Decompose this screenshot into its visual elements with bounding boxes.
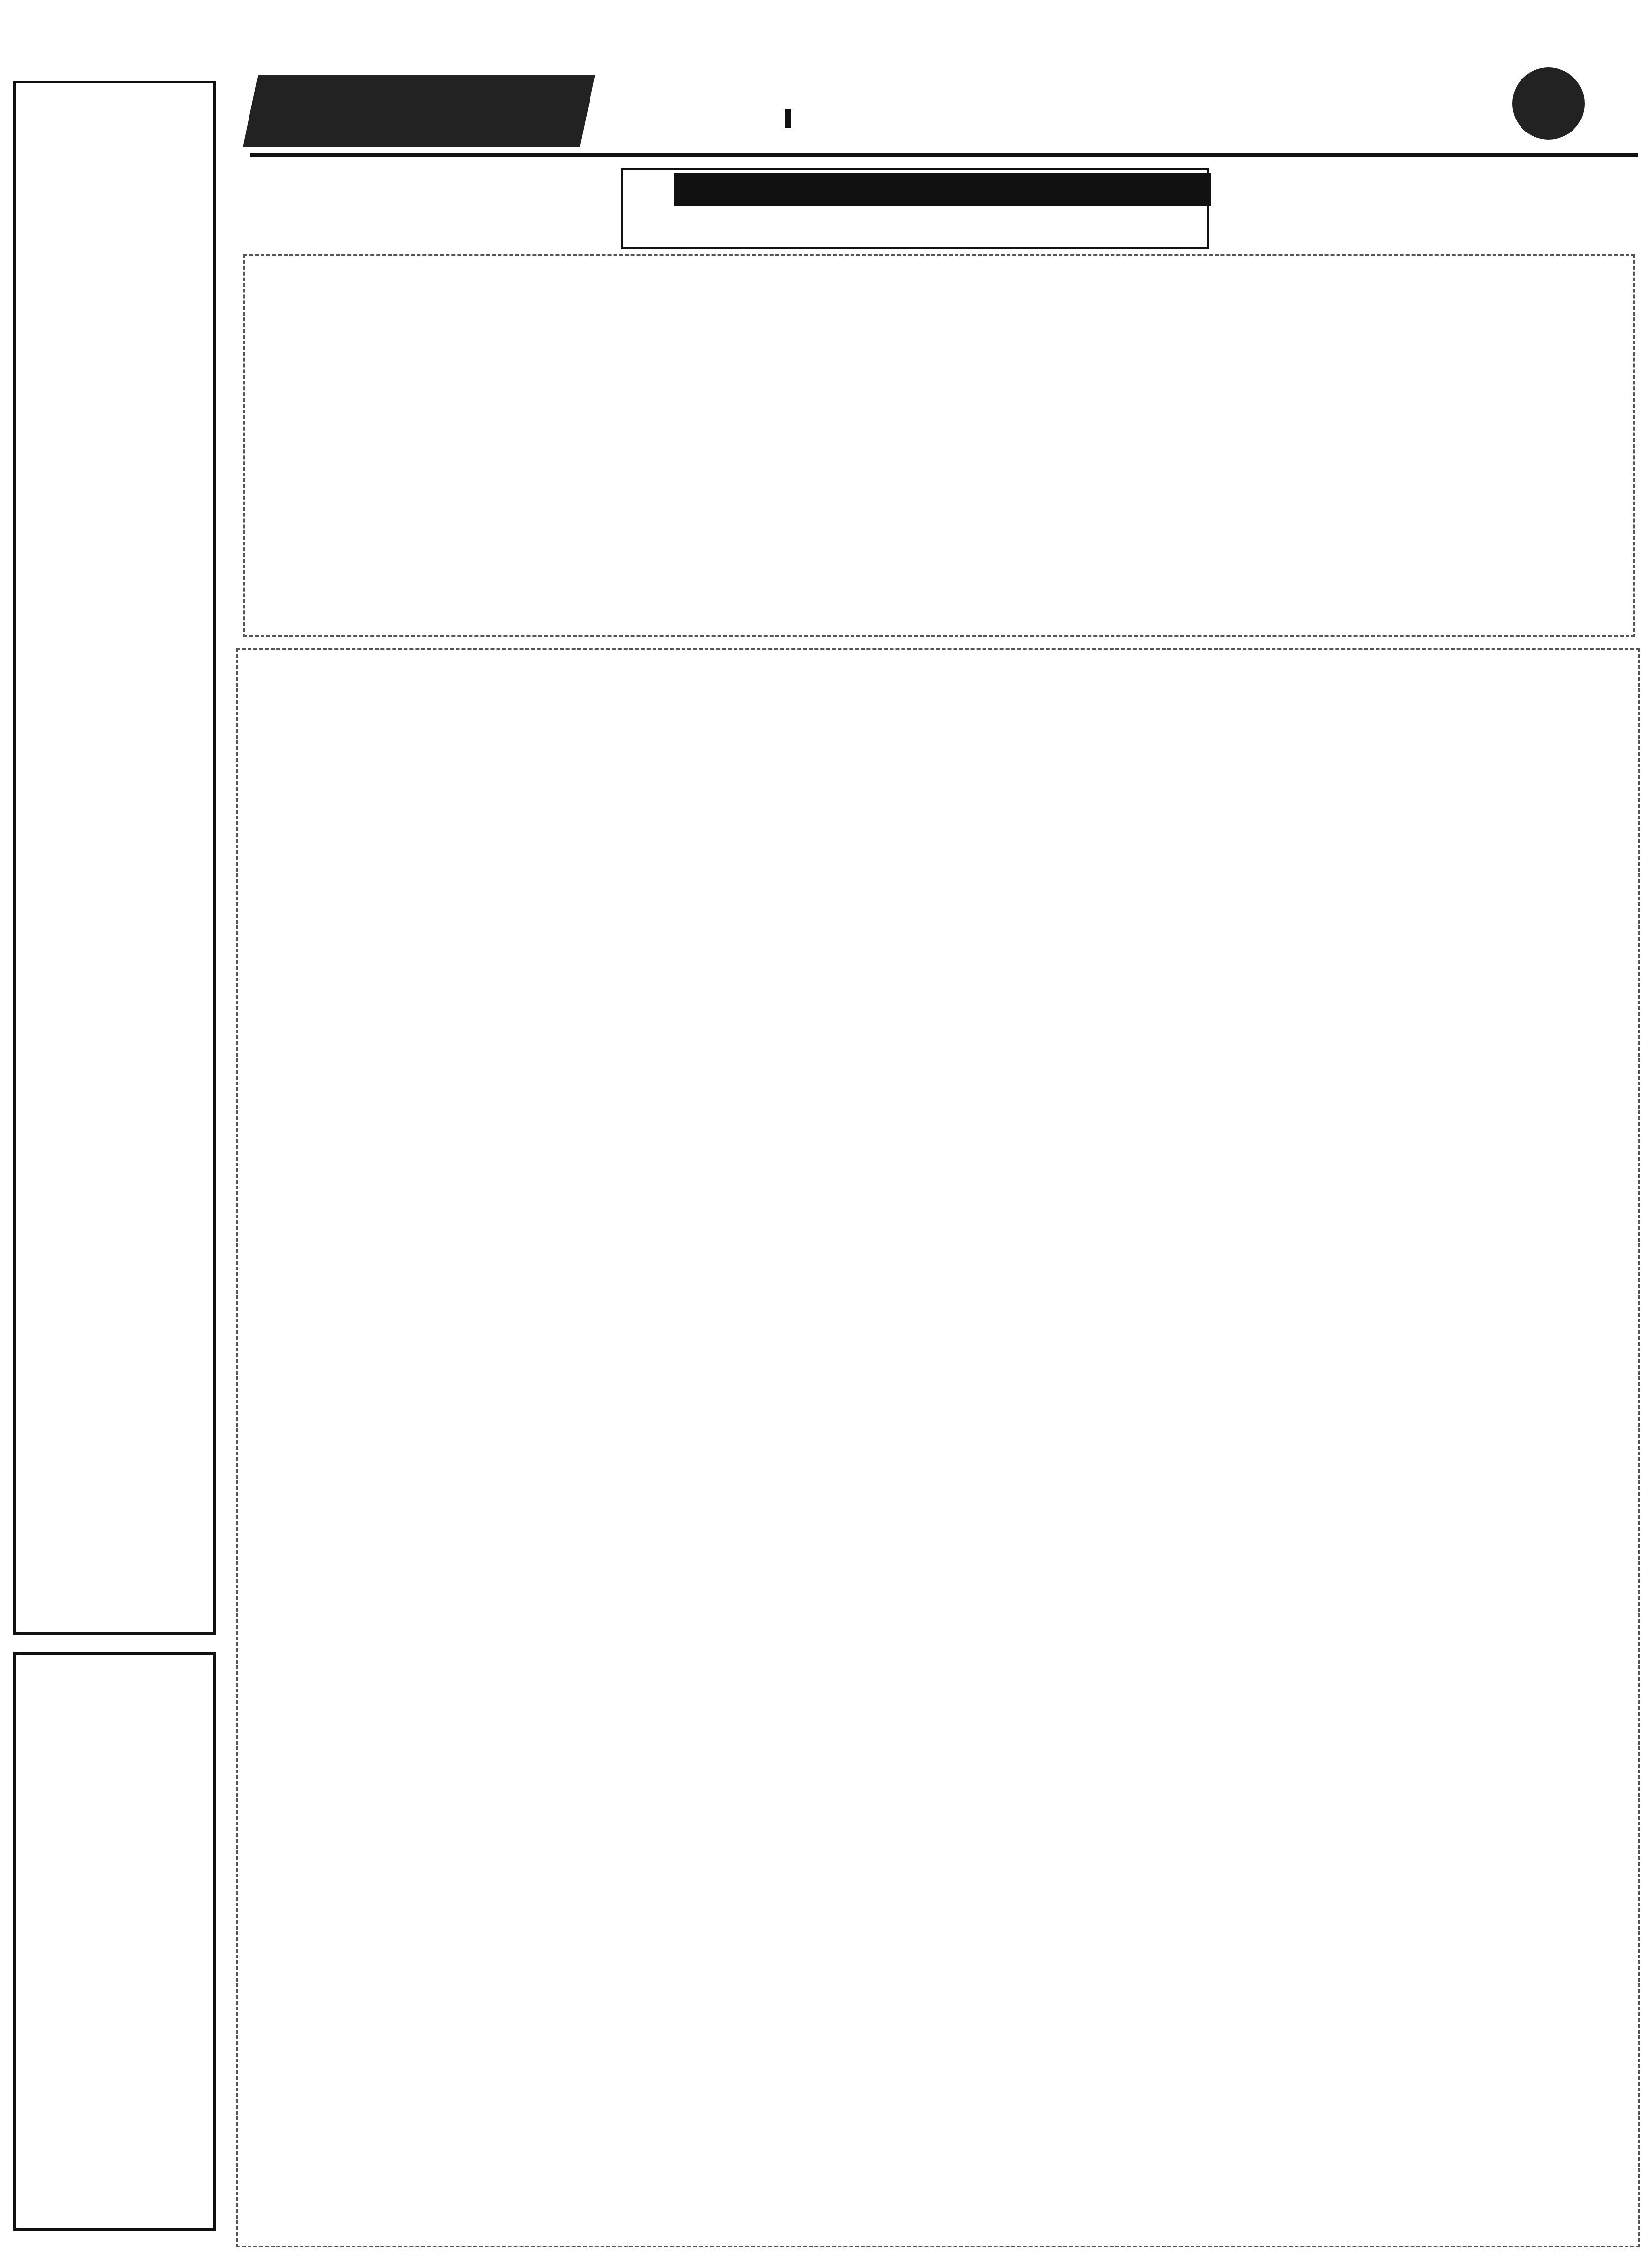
feature-body xyxy=(250,778,1628,2199)
header-rule xyxy=(250,153,1638,157)
page-number-badge xyxy=(1512,67,1585,140)
theme-line-1 xyxy=(674,173,1211,206)
section-banner xyxy=(243,75,595,147)
editor-email-text xyxy=(785,109,791,128)
lost-notice-frame xyxy=(13,1652,216,2231)
slogan-frame xyxy=(13,81,216,1635)
editor-email[interactable] xyxy=(785,110,791,127)
commentary-body xyxy=(260,320,1613,629)
